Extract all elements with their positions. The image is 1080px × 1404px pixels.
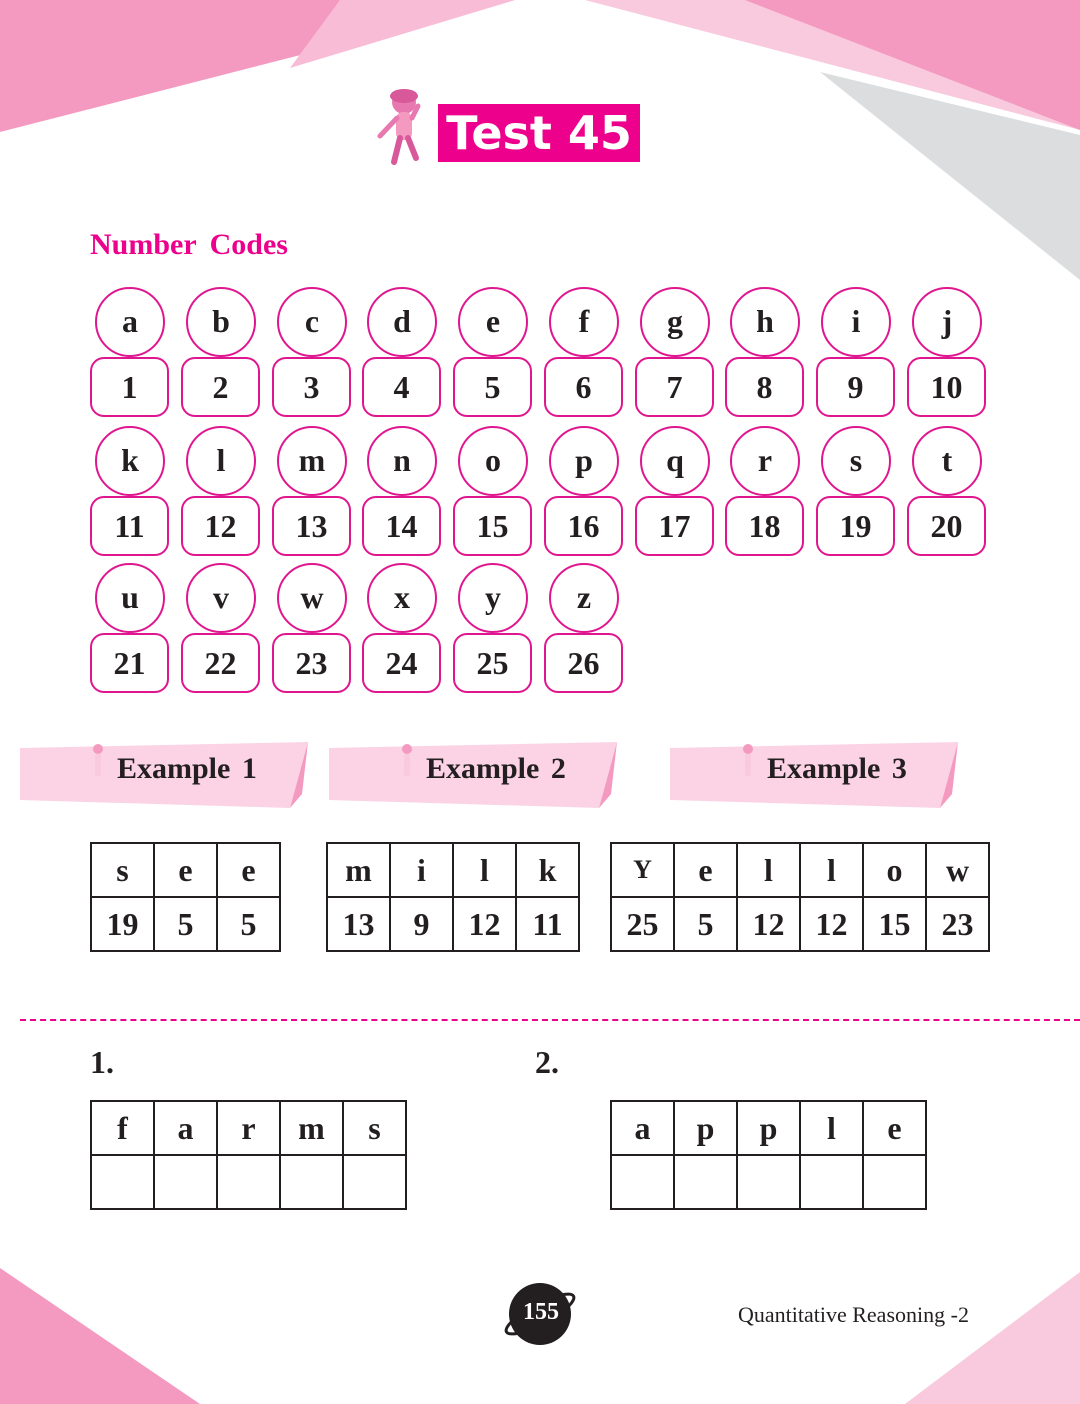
letter-cell: p — [737, 1101, 800, 1155]
number-box: 23 — [272, 633, 351, 693]
letter-circle: x — [367, 563, 437, 633]
number-box: 6 — [544, 357, 623, 417]
number-box: 2 — [181, 357, 260, 417]
code-cell — [90, 563, 170, 693]
letter-circle: m — [277, 426, 347, 496]
letter-circle: p — [549, 426, 619, 496]
letter-cell: r — [217, 1101, 280, 1155]
letter-circle: k — [95, 426, 165, 496]
letter-row — [327, 843, 579, 897]
answer-cell[interactable] — [217, 1155, 280, 1209]
number-box: 9 — [816, 357, 895, 417]
letter-circle: i — [821, 287, 891, 357]
number-box: 10 — [907, 357, 986, 417]
code-cell — [725, 287, 805, 417]
number-box: 19 — [816, 496, 895, 556]
number-box: 22 — [181, 633, 260, 693]
letter-circle: q — [640, 426, 710, 496]
answer-cell[interactable] — [863, 1155, 926, 1209]
code-cell — [362, 563, 442, 693]
letter-circle: v — [186, 563, 256, 633]
example-2-banner — [329, 742, 619, 808]
letter-cell: l — [737, 843, 800, 897]
number-cell: 13 — [327, 897, 390, 951]
number-box: 16 — [544, 496, 623, 556]
number-cell: 25 — [611, 897, 674, 951]
code-cell — [544, 426, 624, 556]
girl-figure-icon — [372, 88, 436, 172]
number-row — [91, 897, 280, 951]
answer-cell[interactable] — [280, 1155, 343, 1209]
code-cell — [181, 426, 261, 556]
code-cell — [544, 563, 624, 693]
letter-cell: l — [800, 843, 863, 897]
number-row — [327, 897, 579, 951]
number-cell: 23 — [926, 897, 989, 951]
section-heading: Number Codes — [90, 228, 288, 261]
letter-cell: o — [863, 843, 926, 897]
answer-row[interactable] — [611, 1155, 926, 1209]
code-cell — [816, 287, 896, 417]
letter-circle: y — [458, 563, 528, 633]
letter-cell: i — [390, 843, 453, 897]
letter-cell: s — [91, 843, 154, 897]
number-box: 3 — [272, 357, 351, 417]
letter-cell: w — [926, 843, 989, 897]
number-box: 13 — [272, 496, 351, 556]
letter-cell: p — [674, 1101, 737, 1155]
answer-cell[interactable] — [674, 1155, 737, 1209]
code-cell — [272, 287, 352, 417]
letter-cell: e — [154, 843, 217, 897]
answer-row[interactable] — [91, 1155, 406, 1209]
letter-circle: f — [549, 287, 619, 357]
code-cell — [544, 287, 624, 417]
number-cell: 12 — [800, 897, 863, 951]
code-cell — [725, 426, 805, 556]
letter-circle: d — [367, 287, 437, 357]
code-cell — [907, 426, 987, 556]
question-1-number: 1. — [90, 1044, 114, 1080]
letter-row — [611, 843, 989, 897]
letter-cell: a — [611, 1101, 674, 1155]
number-cell: 11 — [516, 897, 579, 951]
question-1-table — [90, 1100, 407, 1210]
number-box: 15 — [453, 496, 532, 556]
letter-circle: j — [912, 287, 982, 357]
answer-cell[interactable] — [737, 1155, 800, 1209]
code-cell — [181, 287, 261, 417]
answer-cell[interactable] — [611, 1155, 674, 1209]
example-3-table — [610, 842, 990, 952]
code-cell — [90, 287, 170, 417]
letter-row — [91, 1101, 406, 1155]
number-cell: 5 — [674, 897, 737, 951]
letter-circle: n — [367, 426, 437, 496]
number-cell: 12 — [453, 897, 516, 951]
letter-circle: c — [277, 287, 347, 357]
number-cell: 19 — [91, 897, 154, 951]
letter-cell: m — [280, 1101, 343, 1155]
code-cell — [90, 426, 170, 556]
letter-cell: a — [154, 1101, 217, 1155]
letter-circle: u — [95, 563, 165, 633]
letter-circle: h — [730, 287, 800, 357]
answer-cell[interactable] — [154, 1155, 217, 1209]
number-box: 4 — [362, 357, 441, 417]
letter-cell: Y — [611, 843, 674, 897]
letter-cell: k — [516, 843, 579, 897]
letter-row — [611, 1101, 926, 1155]
letter-cell: e — [217, 843, 280, 897]
number-box: 25 — [453, 633, 532, 693]
number-box: 26 — [544, 633, 623, 693]
letter-circle: e — [458, 287, 528, 357]
pencil-figure-icon — [397, 742, 417, 782]
letter-circle: g — [640, 287, 710, 357]
code-cell — [272, 426, 352, 556]
example-1-table — [90, 842, 281, 952]
title-badge: Test 45 — [438, 104, 640, 162]
number-box: 5 — [453, 357, 532, 417]
page-number-badge — [502, 1280, 580, 1348]
letter-circle: w — [277, 563, 347, 633]
example-2-label: Example 2 — [426, 752, 566, 785]
code-cell — [272, 563, 352, 693]
code-cell — [635, 287, 715, 417]
book-title: Quantitative Reasoning -2 — [738, 1302, 969, 1327]
letter-circle: z — [549, 563, 619, 633]
page-number: 155 — [523, 1299, 559, 1325]
number-cell: 12 — [737, 897, 800, 951]
number-box: 18 — [725, 496, 804, 556]
code-cell — [816, 426, 896, 556]
number-cell: 5 — [217, 897, 280, 951]
question-2-table — [610, 1100, 927, 1210]
number-row — [611, 897, 989, 951]
number-box: 11 — [90, 496, 169, 556]
code-cell — [907, 287, 987, 417]
letter-circle: o — [458, 426, 528, 496]
number-box: 14 — [362, 496, 441, 556]
test-title — [372, 88, 662, 172]
example-1-banner — [20, 742, 310, 808]
pencil-figure-icon — [738, 742, 758, 782]
number-box: 24 — [362, 633, 441, 693]
code-cell — [453, 426, 533, 556]
code-cell — [181, 563, 261, 693]
number-box: 20 — [907, 496, 986, 556]
question-2-number: 2. — [535, 1044, 559, 1080]
example-3-label: Example 3 — [767, 752, 907, 785]
letter-cell: f — [91, 1101, 154, 1155]
answer-cell[interactable] — [91, 1155, 154, 1209]
pencil-figure-icon — [88, 742, 108, 782]
number-box: 8 — [725, 357, 804, 417]
code-cell — [453, 287, 533, 417]
dashed-divider — [20, 1019, 1080, 1021]
number-cell: 15 — [863, 897, 926, 951]
letter-circle: r — [730, 426, 800, 496]
number-box: 1 — [90, 357, 169, 417]
code-cell — [362, 426, 442, 556]
letter-row — [91, 843, 280, 897]
letter-cell: s — [343, 1101, 406, 1155]
answer-cell[interactable] — [800, 1155, 863, 1209]
number-cell: 5 — [154, 897, 217, 951]
example-3-banner — [670, 742, 960, 808]
letter-circle: s — [821, 426, 891, 496]
letter-circle: a — [95, 287, 165, 357]
letter-cell: l — [800, 1101, 863, 1155]
letter-circle: t — [912, 426, 982, 496]
number-box: 17 — [635, 496, 714, 556]
code-cell — [453, 563, 533, 693]
example-2-table — [326, 842, 580, 952]
letter-cell: e — [863, 1101, 926, 1155]
answer-cell[interactable] — [343, 1155, 406, 1209]
code-cell — [362, 287, 442, 417]
letter-cell: e — [674, 843, 737, 897]
letter-circle: b — [186, 287, 256, 357]
number-box: 7 — [635, 357, 714, 417]
number-cell: 9 — [390, 897, 453, 951]
example-1-label: Example 1 — [117, 752, 257, 785]
number-box: 21 — [90, 633, 169, 693]
number-box: 12 — [181, 496, 260, 556]
letter-cell: m — [327, 843, 390, 897]
code-cell — [635, 426, 715, 556]
letter-circle: l — [186, 426, 256, 496]
letter-cell: l — [453, 843, 516, 897]
